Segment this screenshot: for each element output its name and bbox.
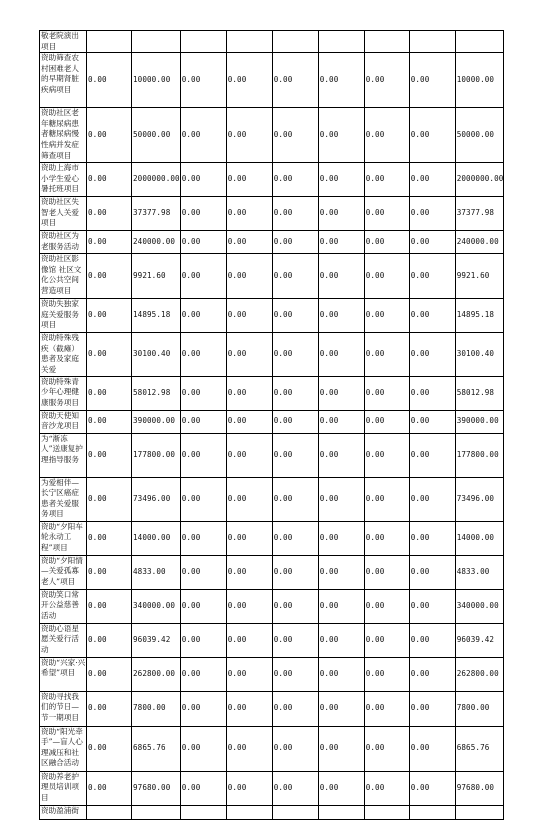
table-row bbox=[40, 376, 504, 410]
amount-cell: 0.00 bbox=[272, 477, 318, 521]
amount-cell bbox=[409, 805, 455, 819]
amount-cell: 0.00 bbox=[364, 108, 409, 163]
amount-cell bbox=[272, 31, 318, 53]
amount-cell: 0.00 bbox=[409, 521, 455, 555]
amount-cell: 0.00 bbox=[180, 623, 226, 657]
amount-cell: 0.00 bbox=[409, 726, 455, 771]
amount-cell: 0.00 bbox=[180, 691, 226, 726]
amount-cell: 262800.00 bbox=[455, 657, 504, 691]
amount-cell: 0.00 bbox=[409, 623, 455, 657]
table-row bbox=[40, 691, 504, 726]
amount-cell: 0.00 bbox=[364, 521, 409, 555]
amount-cell: 0.00 bbox=[318, 589, 364, 623]
amount-cell: 0.00 bbox=[364, 333, 409, 376]
amount-cell: 0.00 bbox=[180, 231, 226, 254]
amount-cell: 0.00 bbox=[87, 433, 132, 477]
amount-cell: 0.00 bbox=[318, 197, 364, 231]
amount-cell: 0.00 bbox=[364, 433, 409, 477]
amount-cell bbox=[87, 31, 132, 53]
amount-cell bbox=[318, 805, 364, 819]
amount-cell: 0.00 bbox=[180, 477, 226, 521]
amount-cell: 0.00 bbox=[226, 231, 272, 254]
amount-cell: 240000.00 bbox=[132, 231, 181, 254]
amount-cell: 0.00 bbox=[318, 691, 364, 726]
amount-cell: 0.00 bbox=[87, 108, 132, 163]
amount-cell: 0.00 bbox=[409, 254, 455, 299]
amount-cell: 0.00 bbox=[180, 163, 226, 197]
amount-cell: 37377.98 bbox=[455, 197, 504, 231]
amount-cell: 14895.18 bbox=[132, 299, 181, 333]
table-row bbox=[40, 299, 504, 333]
amount-cell: 0.00 bbox=[87, 333, 132, 376]
project-name-cell: 资助上海市小学生爱心暑托班项目 bbox=[40, 163, 87, 197]
amount-cell: 0.00 bbox=[272, 691, 318, 726]
amount-cell: 0.00 bbox=[364, 691, 409, 726]
amount-cell: 2000000.00 bbox=[455, 163, 504, 197]
amount-cell: 0.00 bbox=[272, 623, 318, 657]
amount-cell: 0.00 bbox=[318, 53, 364, 108]
amount-cell: 96039.42 bbox=[455, 623, 504, 657]
amount-cell: 0.00 bbox=[364, 771, 409, 805]
amount-cell bbox=[87, 805, 132, 819]
amount-cell: 0.00 bbox=[87, 410, 132, 433]
amount-cell: 7800.00 bbox=[132, 691, 181, 726]
amount-cell bbox=[272, 805, 318, 819]
amount-cell: 0.00 bbox=[226, 197, 272, 231]
table-row bbox=[40, 771, 504, 805]
amount-cell bbox=[409, 31, 455, 53]
project-name-cell: 资助“阳光牵手”—盲人心理减压和社区融合活动 bbox=[40, 726, 87, 771]
amount-cell: 0.00 bbox=[180, 771, 226, 805]
amount-cell: 0.00 bbox=[87, 726, 132, 771]
amount-cell: 0.00 bbox=[272, 771, 318, 805]
amount-cell bbox=[364, 805, 409, 819]
table-row bbox=[40, 163, 504, 197]
amount-cell: 0.00 bbox=[364, 299, 409, 333]
amount-cell: 0.00 bbox=[226, 623, 272, 657]
amount-cell: 0.00 bbox=[272, 197, 318, 231]
amount-cell: 0.00 bbox=[226, 691, 272, 726]
table-row bbox=[40, 410, 504, 433]
project-name-cell: 为“渐冻人”送康复护理指导服务 bbox=[40, 433, 87, 477]
amount-cell: 262800.00 bbox=[132, 657, 181, 691]
amount-cell: 30100.40 bbox=[132, 333, 181, 376]
project-name-cell: 资助社区老年糖尿病患者糖尿病慢性病并发症筛查项目 bbox=[40, 108, 87, 163]
amount-cell bbox=[132, 805, 181, 819]
project-name-cell: 资助失独家庭关爱服务项目 bbox=[40, 299, 87, 333]
amount-cell: 0.00 bbox=[409, 299, 455, 333]
amount-cell bbox=[180, 31, 226, 53]
amount-cell: 0.00 bbox=[226, 163, 272, 197]
amount-cell: 0.00 bbox=[318, 410, 364, 433]
amount-cell: 14895.18 bbox=[455, 299, 504, 333]
amount-cell: 73496.00 bbox=[132, 477, 181, 521]
amount-cell: 390000.00 bbox=[455, 410, 504, 433]
amount-cell: 0.00 bbox=[272, 53, 318, 108]
amount-cell: 0.00 bbox=[87, 521, 132, 555]
amount-cell: 340000.00 bbox=[132, 589, 181, 623]
amount-cell: 0.00 bbox=[272, 726, 318, 771]
amount-cell: 0.00 bbox=[409, 53, 455, 108]
table-row bbox=[40, 53, 504, 108]
table-row bbox=[40, 197, 504, 231]
project-name-cell: 资助社区为老服务活动 bbox=[40, 231, 87, 254]
amount-cell: 0.00 bbox=[180, 657, 226, 691]
table-row bbox=[40, 108, 504, 163]
amount-cell: 0.00 bbox=[180, 726, 226, 771]
project-name-cell: 资助“夕阳车轮永动工程”项目 bbox=[40, 521, 87, 555]
amount-cell: 0.00 bbox=[318, 376, 364, 410]
amount-cell: 0.00 bbox=[272, 555, 318, 589]
amount-cell: 0.00 bbox=[87, 555, 132, 589]
project-name-cell: 资助心语星愿关爱行活动 bbox=[40, 623, 87, 657]
amount-cell: 0.00 bbox=[409, 555, 455, 589]
amount-cell: 0.00 bbox=[87, 254, 132, 299]
amount-cell: 0.00 bbox=[409, 657, 455, 691]
amount-cell: 0.00 bbox=[87, 657, 132, 691]
amount-cell: 0.00 bbox=[180, 410, 226, 433]
amount-cell: 0.00 bbox=[318, 163, 364, 197]
amount-cell: 58012.98 bbox=[132, 376, 181, 410]
amount-cell: 96039.42 bbox=[132, 623, 181, 657]
amount-cell: 4833.00 bbox=[455, 555, 504, 589]
amount-cell: 177800.00 bbox=[132, 433, 181, 477]
amount-cell: 0.00 bbox=[364, 555, 409, 589]
amount-cell: 0.00 bbox=[364, 163, 409, 197]
amount-cell: 0.00 bbox=[318, 657, 364, 691]
table-row bbox=[40, 433, 504, 477]
amount-cell: 0.00 bbox=[364, 726, 409, 771]
amount-cell: 0.00 bbox=[409, 410, 455, 433]
amount-cell: 7800.00 bbox=[455, 691, 504, 726]
project-name-cell: 资助筛查农村困难老人的早期肾脏疾病项目 bbox=[40, 53, 87, 108]
amount-cell: 0.00 bbox=[272, 108, 318, 163]
amount-cell bbox=[180, 805, 226, 819]
amount-cell: 0.00 bbox=[226, 410, 272, 433]
amount-cell: 0.00 bbox=[364, 254, 409, 299]
amount-cell: 0.00 bbox=[409, 163, 455, 197]
amount-cell: 0.00 bbox=[87, 477, 132, 521]
amount-cell bbox=[364, 31, 409, 53]
amount-cell: 0.00 bbox=[226, 555, 272, 589]
amount-cell: 0.00 bbox=[272, 333, 318, 376]
amount-cell: 0.00 bbox=[87, 53, 132, 108]
amount-cell: 2000000.00 bbox=[132, 163, 181, 197]
table-row bbox=[40, 623, 504, 657]
amount-cell bbox=[455, 31, 504, 53]
project-name-cell: 资助特殊残疾（截瘫）患者及家庭关爱 bbox=[40, 333, 87, 376]
amount-cell: 0.00 bbox=[272, 589, 318, 623]
amount-cell: 0.00 bbox=[409, 691, 455, 726]
table-row bbox=[40, 333, 504, 376]
amount-cell: 0.00 bbox=[226, 376, 272, 410]
project-name-cell: 资助盈浦街 bbox=[40, 805, 87, 819]
amount-cell: 0.00 bbox=[364, 477, 409, 521]
financial-detail-table bbox=[39, 30, 504, 820]
amount-cell: 0.00 bbox=[87, 691, 132, 726]
amount-cell: 58012.98 bbox=[455, 376, 504, 410]
amount-cell: 0.00 bbox=[409, 333, 455, 376]
amount-cell: 0.00 bbox=[409, 108, 455, 163]
amount-cell: 37377.98 bbox=[132, 197, 181, 231]
amount-cell: 0.00 bbox=[180, 433, 226, 477]
amount-cell: 0.00 bbox=[409, 376, 455, 410]
amount-cell: 50000.00 bbox=[455, 108, 504, 163]
amount-cell: 0.00 bbox=[87, 623, 132, 657]
amount-cell: 0.00 bbox=[318, 299, 364, 333]
amount-cell: 6865.76 bbox=[455, 726, 504, 771]
amount-cell: 0.00 bbox=[409, 477, 455, 521]
amount-cell: 0.00 bbox=[318, 333, 364, 376]
project-name-cell: 资助天使知音沙龙项目 bbox=[40, 410, 87, 433]
amount-cell: 0.00 bbox=[318, 477, 364, 521]
amount-cell bbox=[132, 31, 181, 53]
project-name-cell: 资助笑口常开公益慈善活动 bbox=[40, 589, 87, 623]
table-row bbox=[40, 555, 504, 589]
amount-cell: 4833.00 bbox=[132, 555, 181, 589]
amount-cell: 0.00 bbox=[87, 231, 132, 254]
amount-cell: 0.00 bbox=[318, 771, 364, 805]
project-name-cell: 资助特殊青少年心理健康服务项目 bbox=[40, 376, 87, 410]
table-row bbox=[40, 589, 504, 623]
amount-cell: 0.00 bbox=[180, 521, 226, 555]
amount-cell: 390000.00 bbox=[132, 410, 181, 433]
amount-cell: 0.00 bbox=[272, 376, 318, 410]
table-row bbox=[40, 657, 504, 691]
amount-cell: 73496.00 bbox=[455, 477, 504, 521]
amount-cell: 0.00 bbox=[226, 333, 272, 376]
amount-cell: 0.00 bbox=[87, 376, 132, 410]
project-name-cell: 资助社区影像馆 社区文化公共空间营造项目 bbox=[40, 254, 87, 299]
amount-cell: 0.00 bbox=[364, 657, 409, 691]
amount-cell: 0.00 bbox=[180, 333, 226, 376]
amount-cell: 9921.60 bbox=[455, 254, 504, 299]
table-row bbox=[40, 805, 504, 819]
table-row bbox=[40, 31, 504, 53]
project-name-cell: 资助寻找我们的节日—节一期项目 bbox=[40, 691, 87, 726]
amount-cell: 50000.00 bbox=[132, 108, 181, 163]
amount-cell: 0.00 bbox=[226, 299, 272, 333]
project-name-cell: 资助“兴家·兴希望”项目 bbox=[40, 657, 87, 691]
amount-cell: 0.00 bbox=[272, 299, 318, 333]
amount-cell: 0.00 bbox=[180, 376, 226, 410]
table-row bbox=[40, 254, 504, 299]
amount-cell: 0.00 bbox=[318, 521, 364, 555]
amount-cell: 0.00 bbox=[318, 231, 364, 254]
amount-cell: 340000.00 bbox=[455, 589, 504, 623]
amount-cell: 6865.76 bbox=[132, 726, 181, 771]
amount-cell: 0.00 bbox=[364, 197, 409, 231]
amount-cell: 0.00 bbox=[87, 299, 132, 333]
amount-cell: 97680.00 bbox=[455, 771, 504, 805]
amount-cell: 0.00 bbox=[318, 433, 364, 477]
amount-cell: 0.00 bbox=[226, 477, 272, 521]
amount-cell: 0.00 bbox=[226, 53, 272, 108]
amount-cell: 0.00 bbox=[318, 623, 364, 657]
project-name-cell: 资助养老护理员培训项目 bbox=[40, 771, 87, 805]
amount-cell: 0.00 bbox=[226, 771, 272, 805]
amount-cell: 0.00 bbox=[272, 433, 318, 477]
amount-cell: 0.00 bbox=[87, 163, 132, 197]
amount-cell: 10000.00 bbox=[132, 53, 181, 108]
amount-cell: 240000.00 bbox=[455, 231, 504, 254]
amount-cell: 30100.40 bbox=[455, 333, 504, 376]
amount-cell: 0.00 bbox=[180, 197, 226, 231]
table-row bbox=[40, 231, 504, 254]
amount-cell: 0.00 bbox=[272, 163, 318, 197]
amount-cell: 9921.60 bbox=[132, 254, 181, 299]
amount-cell bbox=[318, 31, 364, 53]
amount-cell: 0.00 bbox=[180, 108, 226, 163]
amount-cell: 0.00 bbox=[87, 771, 132, 805]
amount-cell: 177800.00 bbox=[455, 433, 504, 477]
amount-cell: 10000.00 bbox=[455, 53, 504, 108]
project-name-cell: 资助社区失智老人关爱项目 bbox=[40, 197, 87, 231]
amount-cell: 0.00 bbox=[409, 589, 455, 623]
amount-cell: 0.00 bbox=[318, 726, 364, 771]
amount-cell: 0.00 bbox=[409, 231, 455, 254]
amount-cell: 0.00 bbox=[226, 433, 272, 477]
amount-cell: 0.00 bbox=[318, 555, 364, 589]
amount-cell bbox=[226, 31, 272, 53]
amount-cell: 0.00 bbox=[318, 108, 364, 163]
amount-cell: 0.00 bbox=[364, 231, 409, 254]
amount-cell: 0.00 bbox=[272, 521, 318, 555]
amount-cell: 0.00 bbox=[364, 410, 409, 433]
amount-cell: 0.00 bbox=[364, 589, 409, 623]
table-row bbox=[40, 477, 504, 521]
amount-cell bbox=[455, 805, 504, 819]
amount-cell: 0.00 bbox=[364, 53, 409, 108]
amount-cell: 0.00 bbox=[180, 254, 226, 299]
amount-cell: 0.00 bbox=[226, 108, 272, 163]
table-row bbox=[40, 726, 504, 771]
amount-cell: 0.00 bbox=[180, 589, 226, 623]
amount-cell: 0.00 bbox=[318, 254, 364, 299]
amount-cell: 0.00 bbox=[226, 657, 272, 691]
amount-cell: 0.00 bbox=[272, 254, 318, 299]
amount-cell: 0.00 bbox=[409, 197, 455, 231]
amount-cell: 0.00 bbox=[226, 726, 272, 771]
project-name-cell: 敬老院演出项目 bbox=[40, 31, 87, 53]
project-name-cell: 为爱相伴—长宁区癌症患者关爱服务项目 bbox=[40, 477, 87, 521]
amount-cell: 0.00 bbox=[226, 254, 272, 299]
amount-cell: 0.00 bbox=[364, 623, 409, 657]
amount-cell: 0.00 bbox=[180, 53, 226, 108]
amount-cell: 0.00 bbox=[272, 657, 318, 691]
amount-cell: 0.00 bbox=[409, 433, 455, 477]
table-row bbox=[40, 521, 504, 555]
amount-cell: 0.00 bbox=[87, 197, 132, 231]
amount-cell bbox=[226, 805, 272, 819]
amount-cell: 0.00 bbox=[87, 589, 132, 623]
amount-cell: 14000.00 bbox=[455, 521, 504, 555]
amount-cell: 97680.00 bbox=[132, 771, 181, 805]
amount-cell: 0.00 bbox=[409, 771, 455, 805]
amount-cell: 0.00 bbox=[272, 410, 318, 433]
amount-cell: 0.00 bbox=[180, 555, 226, 589]
amount-cell: 14000.00 bbox=[132, 521, 181, 555]
project-name-cell: 资助“夕阳情—关爱孤寡老人”项目 bbox=[40, 555, 87, 589]
amount-cell: 0.00 bbox=[226, 589, 272, 623]
amount-cell: 0.00 bbox=[226, 521, 272, 555]
amount-cell: 0.00 bbox=[364, 376, 409, 410]
amount-cell: 0.00 bbox=[180, 299, 226, 333]
amount-cell: 0.00 bbox=[272, 231, 318, 254]
